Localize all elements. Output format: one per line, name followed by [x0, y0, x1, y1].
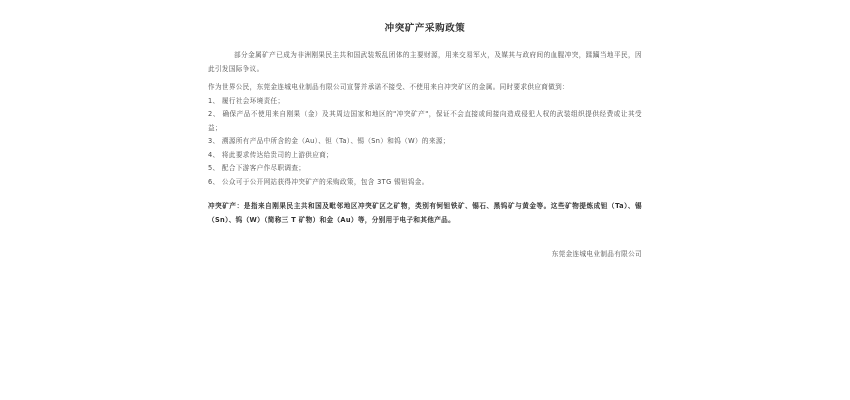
statement-paragraph: 作为世界公民，东莞金连城电业制品有限公司宣誓并承诺不接受、不使用来自冲突矿区的金属。同时要求供应商做到：	[208, 83, 570, 92]
spacer	[208, 189, 642, 200]
page-title: 冲突矿产采购政策	[384, 23, 466, 34]
company-signature: 东莞金连城电业制品有限公司	[551, 250, 642, 259]
requirement-item: 4、 将此要求传达给贵司的上游供应商；	[208, 150, 334, 159]
requirement-item: 5、 配合下游客户作尽职调查；	[208, 164, 306, 173]
requirement-item: 1、 履行社会环境责任；	[208, 96, 285, 105]
document-body	[208, 22, 642, 258]
intro-paragraph: 部分金属矿产已成为非洲刚果民主共和国武装叛乱团体的主要财源，用来交易军火，及媒其与政府间的血腥冲突，蹂躏当地平民，因此引发国际争议。	[208, 51, 642, 73]
conflict-minerals-definition: 冲突矿产：是指来自刚果民主共和国及毗邻地区冲突矿区之矿物，类别有钶钽铁矿、锡石、黑钨矿与黄金等。这些矿物提炼成钽（Ta）、锡（Sn）、钨（W）（简称三 T 矿物）和金（Au）等，分别用于电子和其他产品。	[208, 202, 642, 225]
requirement-item: 6、 公众可于公开网站获得冲突矿产的采购政策，包含 3TG 锡钽钨金。	[208, 177, 429, 186]
requirement-item: 3、 溯源所有产品中所含的金（Au）、钽（Ta）、锡（Sn）和钨（W）的来源；	[208, 137, 450, 146]
requirement-item: 2、 确保产品不使用来自刚果（金）及其周边国家和地区的"冲突矿产"，保证不会直接或间接向造成侵犯人权的武装组织提供经费或让其受益；	[208, 110, 642, 132]
